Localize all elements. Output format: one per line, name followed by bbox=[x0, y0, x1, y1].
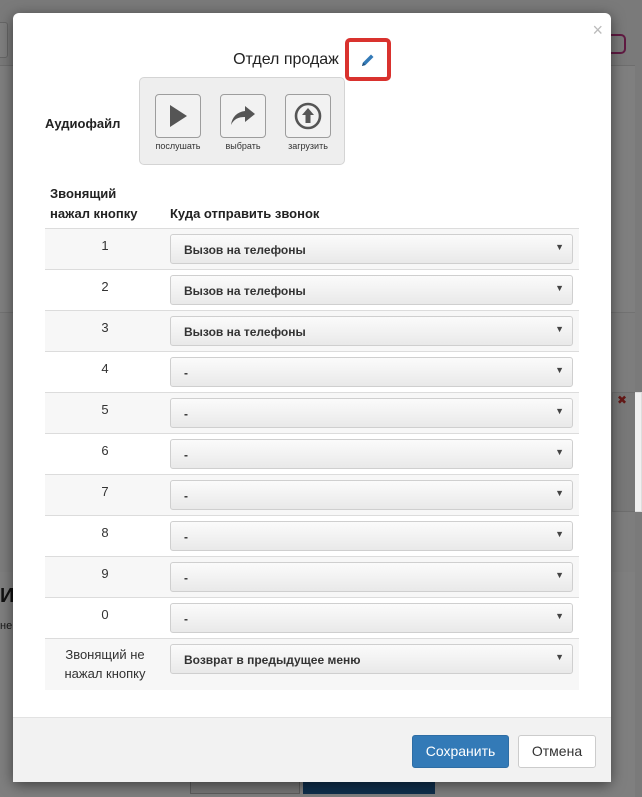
row-key: 9 bbox=[101, 566, 109, 581]
close-icon[interactable]: × bbox=[592, 20, 603, 40]
dialog-title-row bbox=[13, 38, 611, 81]
row-key-no-input bbox=[45, 645, 165, 683]
table-row bbox=[45, 228, 579, 269]
select-value: - bbox=[184, 530, 188, 544]
choose-caption: выбрать bbox=[225, 141, 261, 151]
caret-down-icon: ▼ bbox=[555, 611, 564, 621]
table-row bbox=[45, 515, 579, 556]
caret-down-icon: ▼ bbox=[555, 570, 564, 580]
select-value: - bbox=[184, 489, 188, 503]
caret-down-icon: ▼ bbox=[555, 488, 564, 498]
row-key: 7 bbox=[101, 484, 109, 499]
select-value: Вызов на телефоны bbox=[184, 284, 306, 298]
row-key-line2: нажал кнопку bbox=[64, 666, 146, 681]
select-value: Вызов на телефоны bbox=[184, 325, 306, 339]
select-value: - bbox=[184, 407, 188, 421]
destination-select[interactable] bbox=[170, 562, 573, 592]
upload-button[interactable] bbox=[278, 94, 338, 151]
caret-down-icon: ▼ bbox=[555, 365, 564, 375]
table-row bbox=[45, 392, 579, 433]
row-key: 3 bbox=[101, 320, 109, 335]
select-value: - bbox=[184, 366, 188, 380]
destination-select[interactable] bbox=[170, 480, 573, 510]
row-key: 8 bbox=[101, 525, 109, 540]
destination-select[interactable] bbox=[170, 357, 573, 387]
row-key: 6 bbox=[101, 443, 109, 458]
table-row bbox=[45, 556, 579, 597]
dialog-title: Отдел продаж bbox=[233, 50, 339, 68]
select-value: - bbox=[184, 448, 188, 462]
column-header-button-line2: нажал кнопку bbox=[50, 206, 138, 221]
caret-down-icon: ▼ bbox=[555, 447, 564, 457]
column-header-button bbox=[50, 184, 137, 224]
caret-down-icon: ▼ bbox=[555, 529, 564, 539]
dialog-footer bbox=[13, 717, 611, 782]
cancel-button[interactable]: Отмена bbox=[518, 735, 596, 768]
listen-button[interactable] bbox=[148, 94, 208, 151]
audio-controls-panel bbox=[139, 77, 345, 165]
destination-select[interactable] bbox=[170, 603, 573, 633]
row-key: 1 bbox=[101, 238, 109, 253]
caret-down-icon: ▼ bbox=[555, 242, 564, 252]
table-row bbox=[45, 269, 579, 310]
play-icon bbox=[167, 103, 189, 129]
select-value: - bbox=[184, 571, 188, 585]
destination-select[interactable] bbox=[170, 644, 573, 674]
upload-icon bbox=[294, 102, 322, 130]
upload-caption: загрузить bbox=[288, 141, 328, 151]
caret-down-icon: ▼ bbox=[555, 324, 564, 334]
row-key: 4 bbox=[101, 361, 109, 376]
save-button[interactable]: Сохранить bbox=[412, 735, 509, 768]
audio-file-label: Аудиофайл bbox=[45, 116, 121, 131]
row-key: 5 bbox=[101, 402, 109, 417]
destination-select[interactable] bbox=[170, 398, 573, 428]
table-row-no-input bbox=[45, 638, 579, 690]
destination-select[interactable] bbox=[170, 316, 573, 346]
column-header-destination: Куда отправить звонок bbox=[170, 206, 320, 221]
row-key: 0 bbox=[101, 607, 109, 622]
ivr-menu-dialog bbox=[13, 13, 611, 782]
column-header-button-line1: Звонящий bbox=[50, 186, 117, 201]
pencil-icon bbox=[360, 52, 376, 68]
select-value: Возврат в предыдущее меню bbox=[184, 653, 361, 667]
caret-down-icon: ▼ bbox=[555, 406, 564, 416]
table-row bbox=[45, 433, 579, 474]
row-key-line1: Звонящий не bbox=[65, 647, 145, 662]
destination-select[interactable] bbox=[170, 521, 573, 551]
choose-button[interactable] bbox=[213, 94, 273, 151]
row-key: 2 bbox=[101, 279, 109, 294]
table-row bbox=[45, 597, 579, 638]
destination-select[interactable] bbox=[170, 234, 573, 264]
table-row bbox=[45, 310, 579, 351]
table-row bbox=[45, 474, 579, 515]
table-row bbox=[45, 351, 579, 392]
caret-down-icon: ▼ bbox=[555, 652, 564, 662]
listen-caption: послушать bbox=[155, 141, 201, 151]
select-value: Вызов на телефоны bbox=[184, 243, 306, 257]
select-value: - bbox=[184, 612, 188, 626]
destination-select[interactable] bbox=[170, 439, 573, 469]
edit-title-button[interactable] bbox=[345, 38, 391, 81]
caret-down-icon: ▼ bbox=[555, 283, 564, 293]
ivr-table bbox=[45, 228, 579, 690]
share-arrow-icon bbox=[229, 104, 257, 128]
destination-select[interactable] bbox=[170, 275, 573, 305]
